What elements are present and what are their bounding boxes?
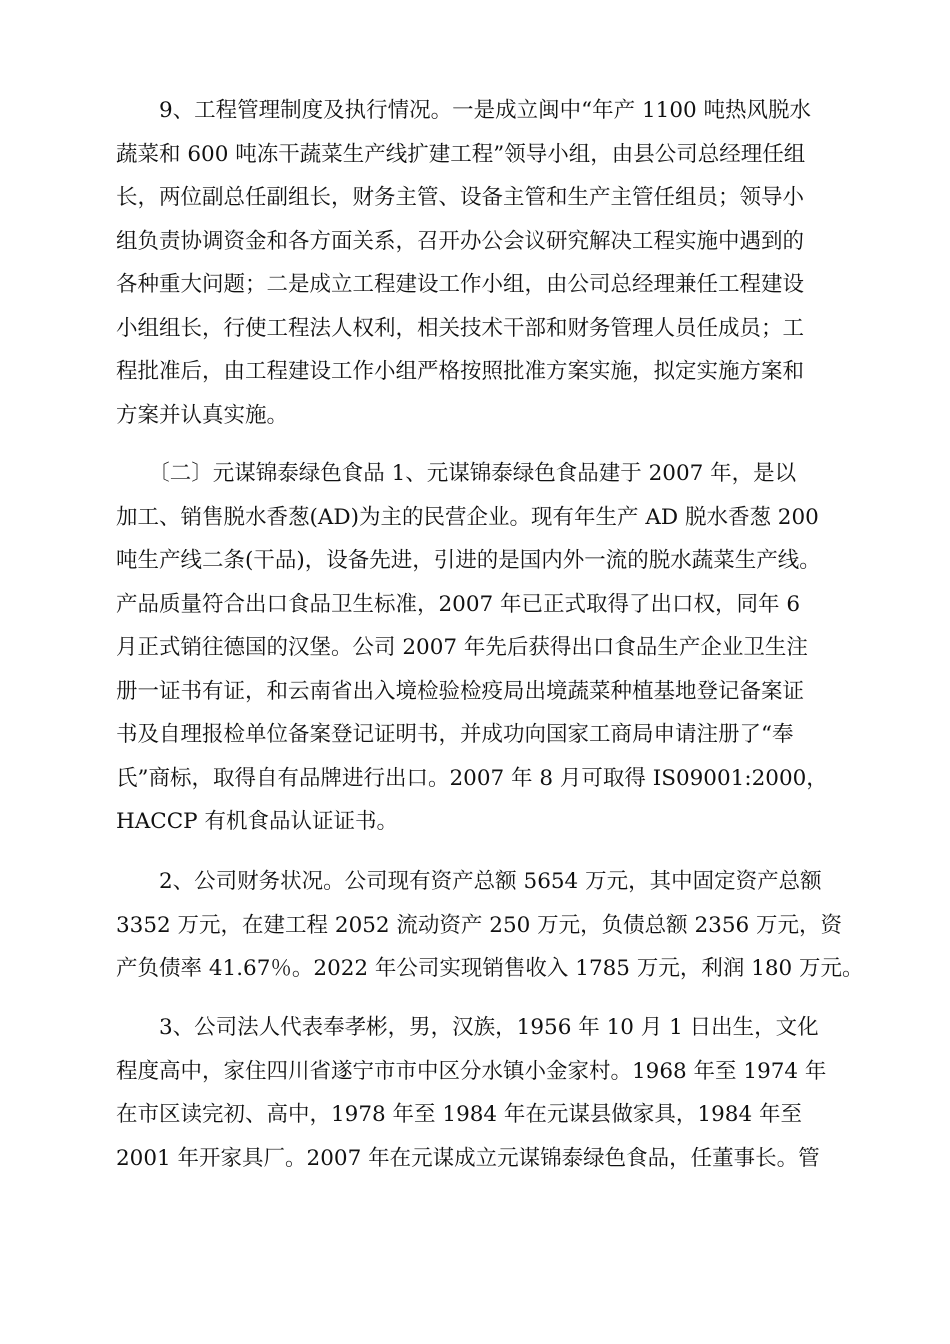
- text-line: 程批准后，由工程建设工作小组严格按照批准方案实施，拟定实施方案和: [116, 359, 805, 384]
- text-line: 方案并认真实施。: [116, 402, 289, 428]
- text-line: 产负债率 41.67％。2022 年公司实现销售收入 1785 万元，利润 180 万元。: [116, 956, 864, 981]
- text-line: 2、公司财务状况。公司现有资产总额 5654 万元，其中固定资产总额: [116, 869, 822, 894]
- text-line: 〔二〕元谋锦泰绿色食品 1、元谋锦泰绿色食品建于 2007 年，是以: [116, 461, 797, 486]
- text-line: 吨生产线二条(干品)，设备先进，引进的是国内外一流的脱水蔬菜生产线。: [116, 548, 821, 573]
- paragraph-financial-status: [116, 860, 864, 991]
- text-line: 9、工程管理制度及执行情况。一是成立闽中“年产 1100 吨热风脱水: [116, 98, 812, 123]
- text-line: 氏”商标，取得自有品牌进行出口。2007 年 8 月可取得 IS09001:2000，: [116, 765, 828, 791]
- text-line: 小组组长，行使工程法人权利，相关技术干部和财务管理人员任成员；工: [116, 315, 805, 341]
- paragraph-company-profile: [116, 452, 828, 844]
- text-line: HACCP 有机食品认证证书。: [116, 809, 398, 834]
- text-line: 3352 万元，在建工程 2052 流动资产 250 万元，负债总额 2356 万元，资: [116, 912, 843, 938]
- text-line: 书及自理报检单位备案登记证明书，并成功向国家工商局申请注册了“奉: [116, 722, 794, 747]
- text-line: 3、公司法人代表奉孝彬，男，汉族，1956 年 10 月 1 日出生，文化: [116, 1015, 819, 1040]
- text-line: 程度高中，家住四川省遂宁市市中区分水镇小金家村。1968 年至 1974 年: [116, 1058, 827, 1084]
- paragraph-project-management: [116, 89, 811, 437]
- paragraph-legal-representative: [116, 1006, 826, 1180]
- text-line: 月正式销往德国的汉堡。公司 2007 年先后获得出口食品生产企业卫生注: [116, 635, 808, 660]
- text-line: 各种重大问题；二是成立工程建设工作小组，由公司总经理兼任工程建设: [116, 272, 805, 297]
- text-line: 册一证书有证，和云南省出入境检验检疫局出境蔬菜种植基地登记备案证: [116, 678, 805, 704]
- text-line: 在市区读完初、高中，1978 年至 1984 年在元谋县做家具，1984 年至: [116, 1102, 802, 1127]
- text-line: 产品质量符合出口食品卫生标准，2007 年已正式取得了出口权，同年 6: [116, 591, 801, 617]
- text-line: 蔬菜和 600 吨冻干蔬菜生产线扩建工程”领导小组，由县公司总经理任组: [116, 141, 806, 167]
- text-line: 组负责协调资金和各方面关系，召开办公会议研究解决工程实施中遇到的: [116, 228, 805, 254]
- text-line: 2001 年开家具厂。2007 年在元谋成立元谋锦泰绿色食品，任董事长。管: [116, 1145, 820, 1171]
- text-line: 长，两位副总任副组长，财务主管、设备主管和生产主管任组员；领导小: [116, 185, 805, 210]
- text-line: 加工、销售脱水香葱(AD)为主的民营企业。现有年生产 AD 脱水香葱 200: [116, 504, 819, 530]
